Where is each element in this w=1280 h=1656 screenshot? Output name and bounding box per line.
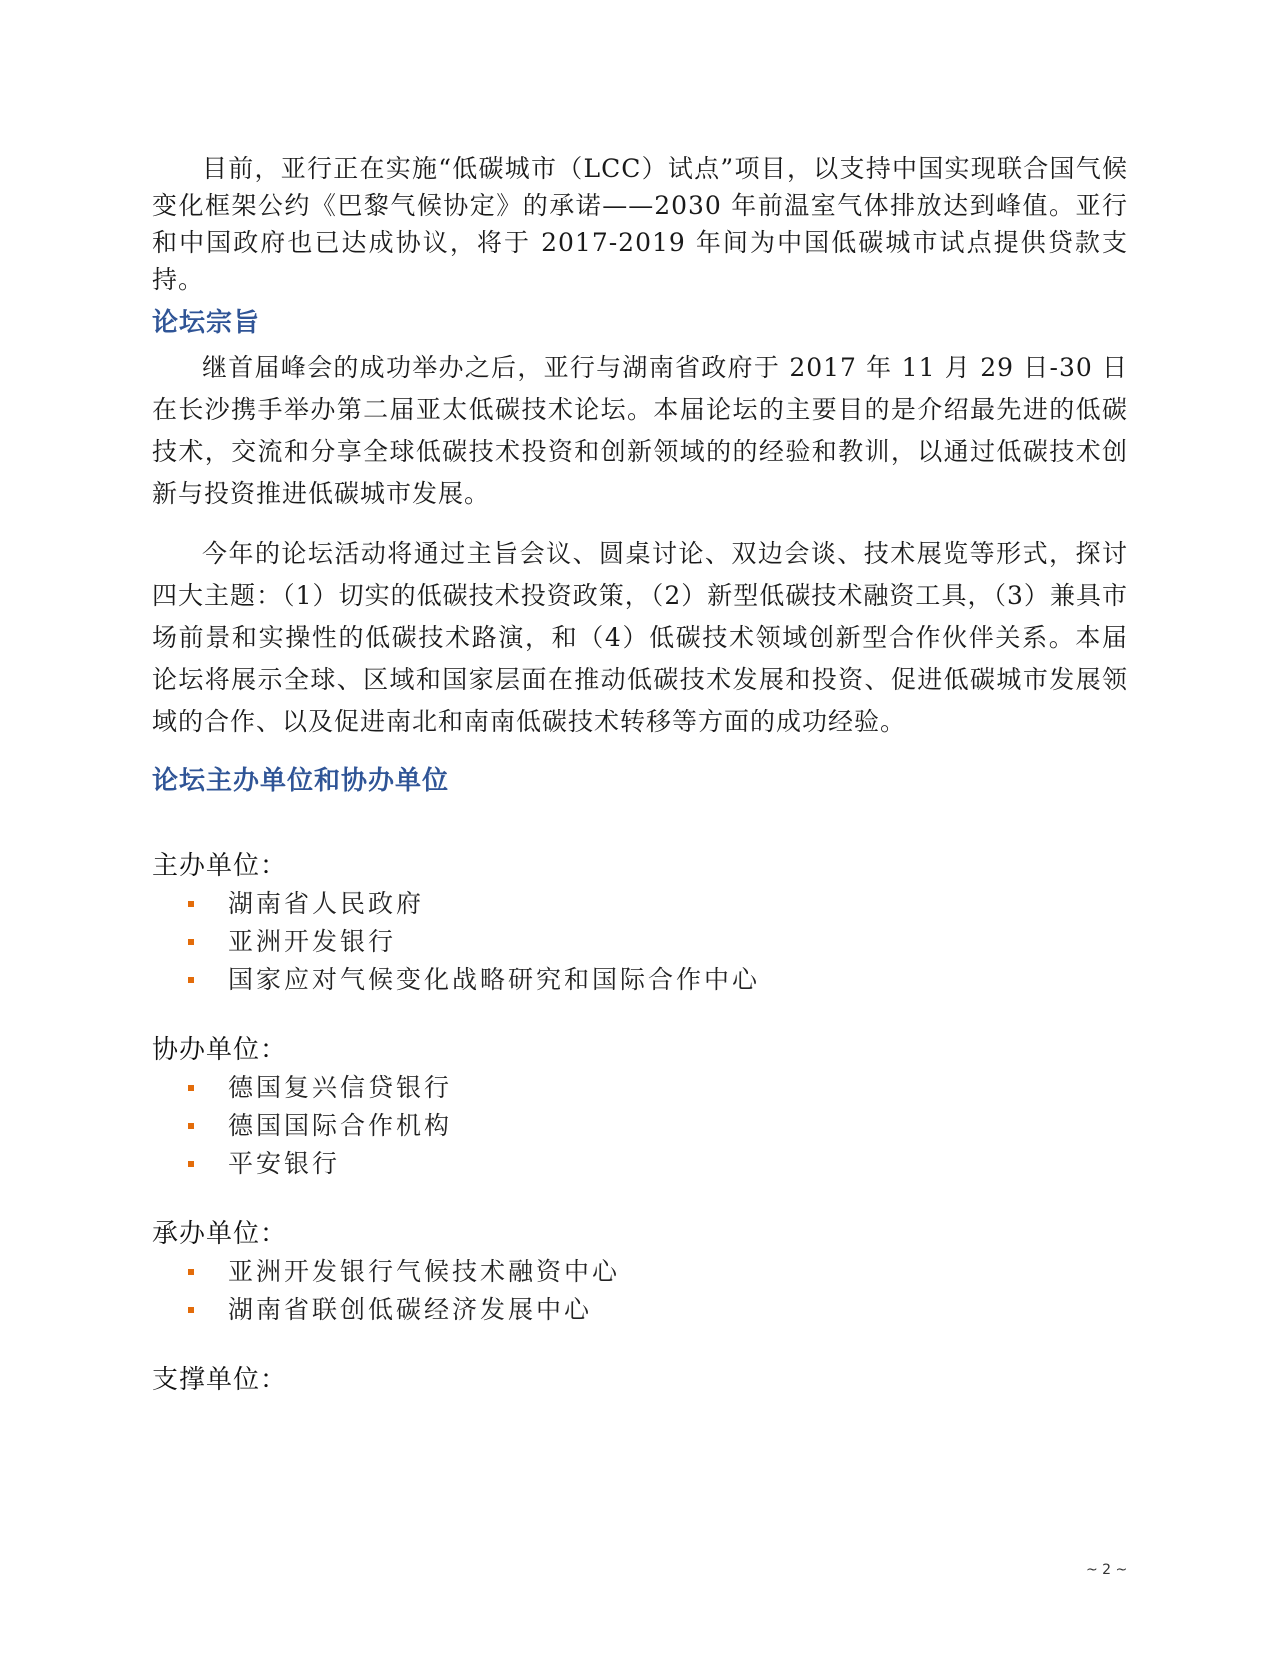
list-item: 德国复兴信贷银行 [188,1069,1128,1107]
document-page [152,150,1128,1399]
co-organizer-list [152,1069,1128,1183]
list-item: 德国国际合作机构 [188,1107,1128,1145]
purpose-heading: 论坛宗旨 [152,308,261,338]
list-item: 平安银行 [188,1145,1128,1183]
host-label: 主办单位： [152,851,288,881]
list-item: 亚洲开发银行气候技术融资中心 [188,1253,1128,1291]
purpose-paragraph-1: 继首届峰会的成功举办之后，亚行与湖南省政府于 2017 年 11 月 29 日-30 日在长沙携手举办第二届亚太低碳技术论坛。本届论坛的主要目的是介绍最先进的低碳技术，交流和分享全球低碳技术投资和创新领域的的经验和教训，以通过低碳技术创新与投资推进低碳城市发展。 [152,353,1128,508]
page-number: ~ 2 ~ [1086,1562,1128,1578]
bullet-square-icon [188,1085,194,1091]
bullet-square-icon [188,1161,194,1167]
list-item: 湖南省联创低碳经济发展中心 [188,1291,1128,1329]
supporter-label: 支撑单位： [152,1365,288,1395]
list-item: 亚洲开发银行 [188,923,1128,961]
bullet-square-icon [188,1269,194,1275]
purpose-paragraph-2: 今年的论坛活动将通过主旨会议、圆桌讨论、双边会谈、技术展览等形式，探讨四大主题：（1）切实的低碳技术投资政策，（2）新型低碳技术融资工具，（3）兼具市场前景和实操性的低碳技术路演，和（4）低碳技术领域创新型合作伙伴关系。本届论坛将展示全球、区域和国家层面在推动低碳技术发展和投资、促进低碳城市发展领域的合作、以及促进南北和南南低碳技术转移等方面的成功经验。 [152,539,1128,736]
undertaker-label: 承办单位： [152,1219,288,1249]
bullet-square-icon [188,901,194,907]
bullet-square-icon [188,1123,194,1129]
list-item: 湖南省人民政府 [188,885,1128,923]
list-item: 国家应对气候变化战略研究和国际合作中心 [188,961,1128,999]
organizers-heading: 论坛主办单位和协办单位 [152,766,450,796]
undertaker-list [152,1253,1128,1329]
bullet-square-icon [188,977,194,983]
bullet-square-icon [188,939,194,945]
co-organizer-label: 协办单位： [152,1035,288,1065]
bullet-square-icon [188,1307,194,1313]
host-list [152,885,1128,999]
intro-paragraph: 目前，亚行正在实施“低碳城市（LCC）试点”项目，以支持中国实现联合国气候变化框架公约《巴黎气候协定》的承诺——2030 年前温室气体排放达到峰值。亚行和中国政府也已达成协议，将于 2017-2019 年间为中国低碳城市试点提供贷款支持。 [152,154,1128,294]
